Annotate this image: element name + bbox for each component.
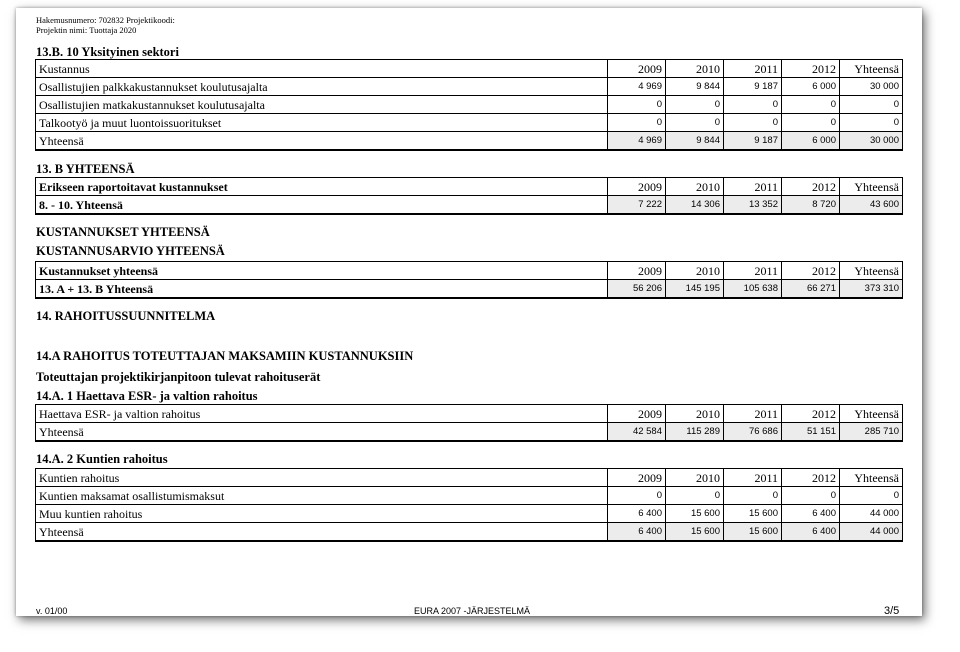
row-label: 8. - 10. Yhteensä — [36, 196, 608, 215]
column-header-2010: 2010 — [666, 178, 724, 196]
section-subtitle-14a: Toteuttajan projektikirjanpitoon tulevat rahoituserät — [36, 370, 321, 384]
section-title-14a: 14.A RAHOITUS TOTEUTTAJAN MAKSAMIIN KUSTANNUKSIIN — [36, 349, 414, 363]
column-header-yhteensä: Yhteensä — [840, 405, 903, 423]
row-value: 0 — [666, 487, 724, 505]
row-label: Talkootyö ja muut luontoissuoritukset — [36, 114, 608, 132]
row-value: 76 686 — [724, 423, 782, 442]
footer-version: v. 01/00 — [36, 606, 68, 616]
table-cost-total — [35, 261, 903, 299]
table-header-row — [36, 469, 903, 487]
row-value: 105 638 — [724, 280, 782, 299]
column-header-2012: 2012 — [782, 469, 840, 487]
row-value: 0 — [840, 487, 903, 505]
column-header-2009: 2009 — [608, 405, 666, 423]
row-value: 0 — [608, 114, 666, 132]
table-row — [36, 196, 903, 215]
row-value: 6 000 — [782, 78, 840, 96]
row-value: 6 000 — [782, 132, 840, 151]
row-value: 0 — [782, 487, 840, 505]
column-header-yhteensä: Yhteensä — [840, 178, 903, 196]
column-header-yhteensä: Yhteensä — [840, 60, 903, 78]
row-value: 145 195 — [666, 280, 724, 299]
row-value: 15 600 — [666, 505, 724, 523]
column-header-yhteensä: Yhteensä — [840, 469, 903, 487]
table-row — [36, 132, 903, 151]
section-title-cost-estimate: KUSTANNUSARVIO YHTEENSÄ — [36, 244, 225, 258]
row-value: 0 — [782, 114, 840, 132]
column-header-2009: 2009 — [608, 60, 666, 78]
column-header-label: Kustannukset yhteensä — [36, 262, 608, 280]
column-header-2010: 2010 — [666, 262, 724, 280]
row-value: 0 — [840, 96, 903, 114]
row-value: 13 352 — [724, 196, 782, 215]
row-value: 44 000 — [840, 523, 903, 542]
row-value: 9 187 — [724, 78, 782, 96]
section-title-14: 14. RAHOITUSSUUNNITELMA — [36, 309, 216, 323]
row-label: Kuntien maksamat osallistumismaksut — [36, 487, 608, 505]
row-value: 0 — [724, 114, 782, 132]
row-value: 373 310 — [840, 280, 903, 299]
table-header-row — [36, 60, 903, 78]
row-value: 6 400 — [608, 523, 666, 542]
row-label: Yhteensä — [36, 523, 608, 542]
row-value: 30 000 — [840, 132, 903, 151]
row-value: 6 400 — [608, 505, 666, 523]
table-row — [36, 114, 903, 132]
column-header-2009: 2009 — [608, 178, 666, 196]
row-value: 56 206 — [608, 280, 666, 299]
table-row — [36, 423, 903, 442]
row-value: 0 — [840, 114, 903, 132]
column-header-2010: 2010 — [666, 405, 724, 423]
row-value: 6 400 — [782, 523, 840, 542]
row-label: 13. A + 13. B Yhteensä — [36, 280, 608, 299]
table-private-sector — [35, 59, 903, 151]
column-header-2011: 2011 — [724, 405, 782, 423]
project-name: Projektin nimi: Tuottaja 2020 — [36, 25, 137, 35]
table-esr-funding — [35, 404, 903, 442]
column-header-2012: 2012 — [782, 178, 840, 196]
row-label: Yhteensä — [36, 132, 608, 151]
section-title-cost-total: KUSTANNUKSET YHTEENSÄ — [36, 225, 210, 239]
row-value: 30 000 — [840, 78, 903, 96]
row-value: 0 — [608, 487, 666, 505]
row-value: 0 — [782, 96, 840, 114]
table-header-row — [36, 262, 903, 280]
row-value: 0 — [724, 487, 782, 505]
section-title-14a1: 14.A. 1 Haettava ESR- ja valtion rahoitus — [36, 389, 258, 403]
application-number: Hakemusnumero: 702832 Projektikoodi: — [36, 15, 175, 25]
column-header-2011: 2011 — [724, 469, 782, 487]
row-label: Yhteensä — [36, 423, 608, 442]
table-row — [36, 96, 903, 114]
column-header-label: Kuntien rahoitus — [36, 469, 608, 487]
row-label: Osallistujien matkakustannukset koulutusajalta — [36, 96, 608, 114]
table-row — [36, 280, 903, 299]
row-value: 66 271 — [782, 280, 840, 299]
column-header-2012: 2012 — [782, 60, 840, 78]
row-value: 4 969 — [608, 132, 666, 151]
table-row — [36, 78, 903, 96]
section-title-13b10: 13.B. 10 Yksityinen sektori — [36, 45, 179, 59]
column-header-label: Erikseen raportoitavat kustannukset — [36, 178, 608, 196]
column-header-2009: 2009 — [608, 469, 666, 487]
row-value: 8 720 — [782, 196, 840, 215]
row-value: 4 969 — [608, 78, 666, 96]
column-header-2012: 2012 — [782, 405, 840, 423]
column-header-2012: 2012 — [782, 262, 840, 280]
row-value: 0 — [666, 96, 724, 114]
row-value: 43 600 — [840, 196, 903, 215]
row-value: 115 289 — [666, 423, 724, 442]
row-value: 0 — [608, 96, 666, 114]
row-value: 7 222 — [608, 196, 666, 215]
row-value: 42 584 — [608, 423, 666, 442]
column-header-2010: 2010 — [666, 469, 724, 487]
row-value: 14 306 — [666, 196, 724, 215]
row-value: 15 600 — [724, 523, 782, 542]
row-value: 51 151 — [782, 423, 840, 442]
column-header-2011: 2011 — [724, 178, 782, 196]
column-header-label: Kustannus — [36, 60, 608, 78]
table-header-row — [36, 178, 903, 196]
column-header-2011: 2011 — [724, 262, 782, 280]
column-header-2010: 2010 — [666, 60, 724, 78]
table-row — [36, 523, 903, 542]
table-row — [36, 487, 903, 505]
column-header-label: Haettava ESR- ja valtion rahoitus — [36, 405, 608, 423]
row-value: 0 — [724, 96, 782, 114]
row-value: 0 — [666, 114, 724, 132]
table-header-row — [36, 405, 903, 423]
row-value: 15 600 — [666, 523, 724, 542]
column-header-2009: 2009 — [608, 262, 666, 280]
section-title-14a2: 14.A. 2 Kuntien rahoitus — [36, 452, 168, 466]
row-value: 285 710 — [840, 423, 903, 442]
table-13b-total — [35, 177, 903, 215]
row-value: 44 000 — [840, 505, 903, 523]
row-value: 9 844 — [666, 132, 724, 151]
column-header-2011: 2011 — [724, 60, 782, 78]
footer-system: EURA 2007 -JÄRJESTELMÄ — [414, 606, 531, 616]
section-title-13b-total: 13. B YHTEENSÄ — [36, 162, 135, 176]
row-value: 9 844 — [666, 78, 724, 96]
row-value: 15 600 — [724, 505, 782, 523]
document-page — [16, 8, 922, 616]
row-value: 6 400 — [782, 505, 840, 523]
row-value: 9 187 — [724, 132, 782, 151]
table-row — [36, 505, 903, 523]
row-label: Osallistujien palkkakustannukset koulutusajalta — [36, 78, 608, 96]
table-municipal-funding — [35, 468, 903, 542]
footer-page-number: 3/5 — [884, 605, 900, 616]
column-header-yhteensä: Yhteensä — [840, 262, 903, 280]
row-label: Muu kuntien rahoitus — [36, 505, 608, 523]
